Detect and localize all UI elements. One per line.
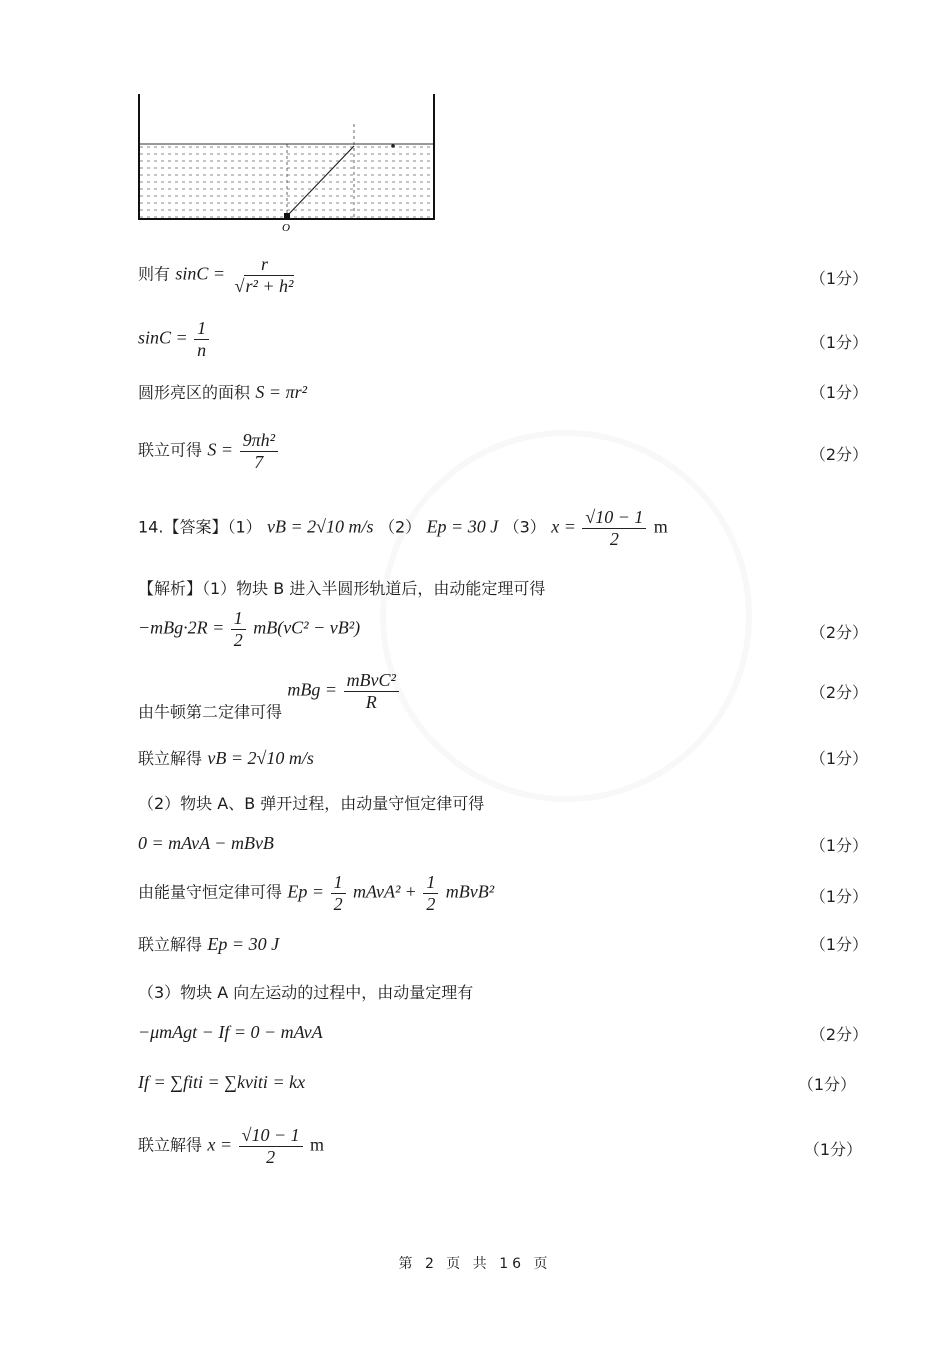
equation-area: 圆形亮区的面积 S = πr² （1分）	[138, 382, 868, 402]
score: （1分）	[797, 1075, 856, 1094]
score: （1分）	[809, 935, 868, 954]
analysis-part3: （3）物块 A 向左运动的过程中，由动量定理有	[138, 983, 474, 1002]
score: （1分）	[809, 749, 868, 768]
score: （1分）	[809, 269, 868, 288]
score: （2分）	[809, 683, 868, 702]
equation-kinetic-energy: −mBg·2R = $\frac{1}{2}$ mB(vC² − vB²) （2分）	[138, 608, 868, 650]
q14-answer: 14.【答案】（1） vB = 2√10 m/s （2） Ep = 30 J （3） x = $\frac{√10 - 1}{2}$ m	[138, 507, 668, 549]
equation-solve-x: 联立解得 x = $\frac{√10 - 1}{2}$ m （1分）	[138, 1125, 862, 1167]
score: （1分）	[809, 887, 868, 906]
equation-newton: 由牛顿第二定律可得 mBg = $\frac{\text{mBvC²}}{R}$ （2分）	[138, 670, 868, 722]
equation-solve-ep: 联立解得 Ep = 30 J （1分）	[138, 934, 868, 954]
water-container-figure	[125, 88, 455, 238]
equation-sinc-n: sinC = $\frac{1}{n}$ （1分）	[138, 318, 868, 360]
analysis-part2: （2）物块 A、B 弹开过程，由动量守恒定律可得	[138, 794, 485, 813]
score: （2分）	[809, 445, 868, 464]
score: （1分）	[809, 836, 868, 855]
point-o-label: O	[282, 222, 290, 234]
score: （2分）	[809, 1025, 868, 1044]
score: （1分）	[803, 1140, 862, 1159]
score: （1分）	[809, 383, 868, 402]
page-footer: 第 2 页 共 16 页	[398, 1256, 552, 1272]
equation-solve-vb: 联立解得 vB = 2√10 m/s （1分）	[138, 748, 868, 768]
score: （1分）	[809, 333, 868, 352]
equation-impulse: −μmAgt − If = 0 − mAvA （2分）	[138, 1022, 868, 1044]
score: （2分）	[809, 623, 868, 642]
equation-energy-conservation: 由能量守恒定律可得 Ep = $\frac{1}{2}$ mAvA² + $\frac{1}{2}$ mBvB² （1分）	[138, 872, 868, 914]
equation-momentum: 0 = mAvA − mBvB （1分）	[138, 833, 868, 855]
equation-area-result: 联立可得 S = $\frac{\text{9πh²}}{7}$ （2分）	[138, 430, 868, 472]
analysis-part1: 【解析】（1）物块 B 进入半圆形轨道后，由动能定理可得	[138, 579, 546, 598]
equation-friction-impulse: If = ∑fiti = ∑kviti = kx （1分）	[138, 1072, 856, 1094]
equation-sinc: 则有 sinC = $\frac{r}{\text{√r² + h²}}$ （1分）	[138, 254, 868, 296]
